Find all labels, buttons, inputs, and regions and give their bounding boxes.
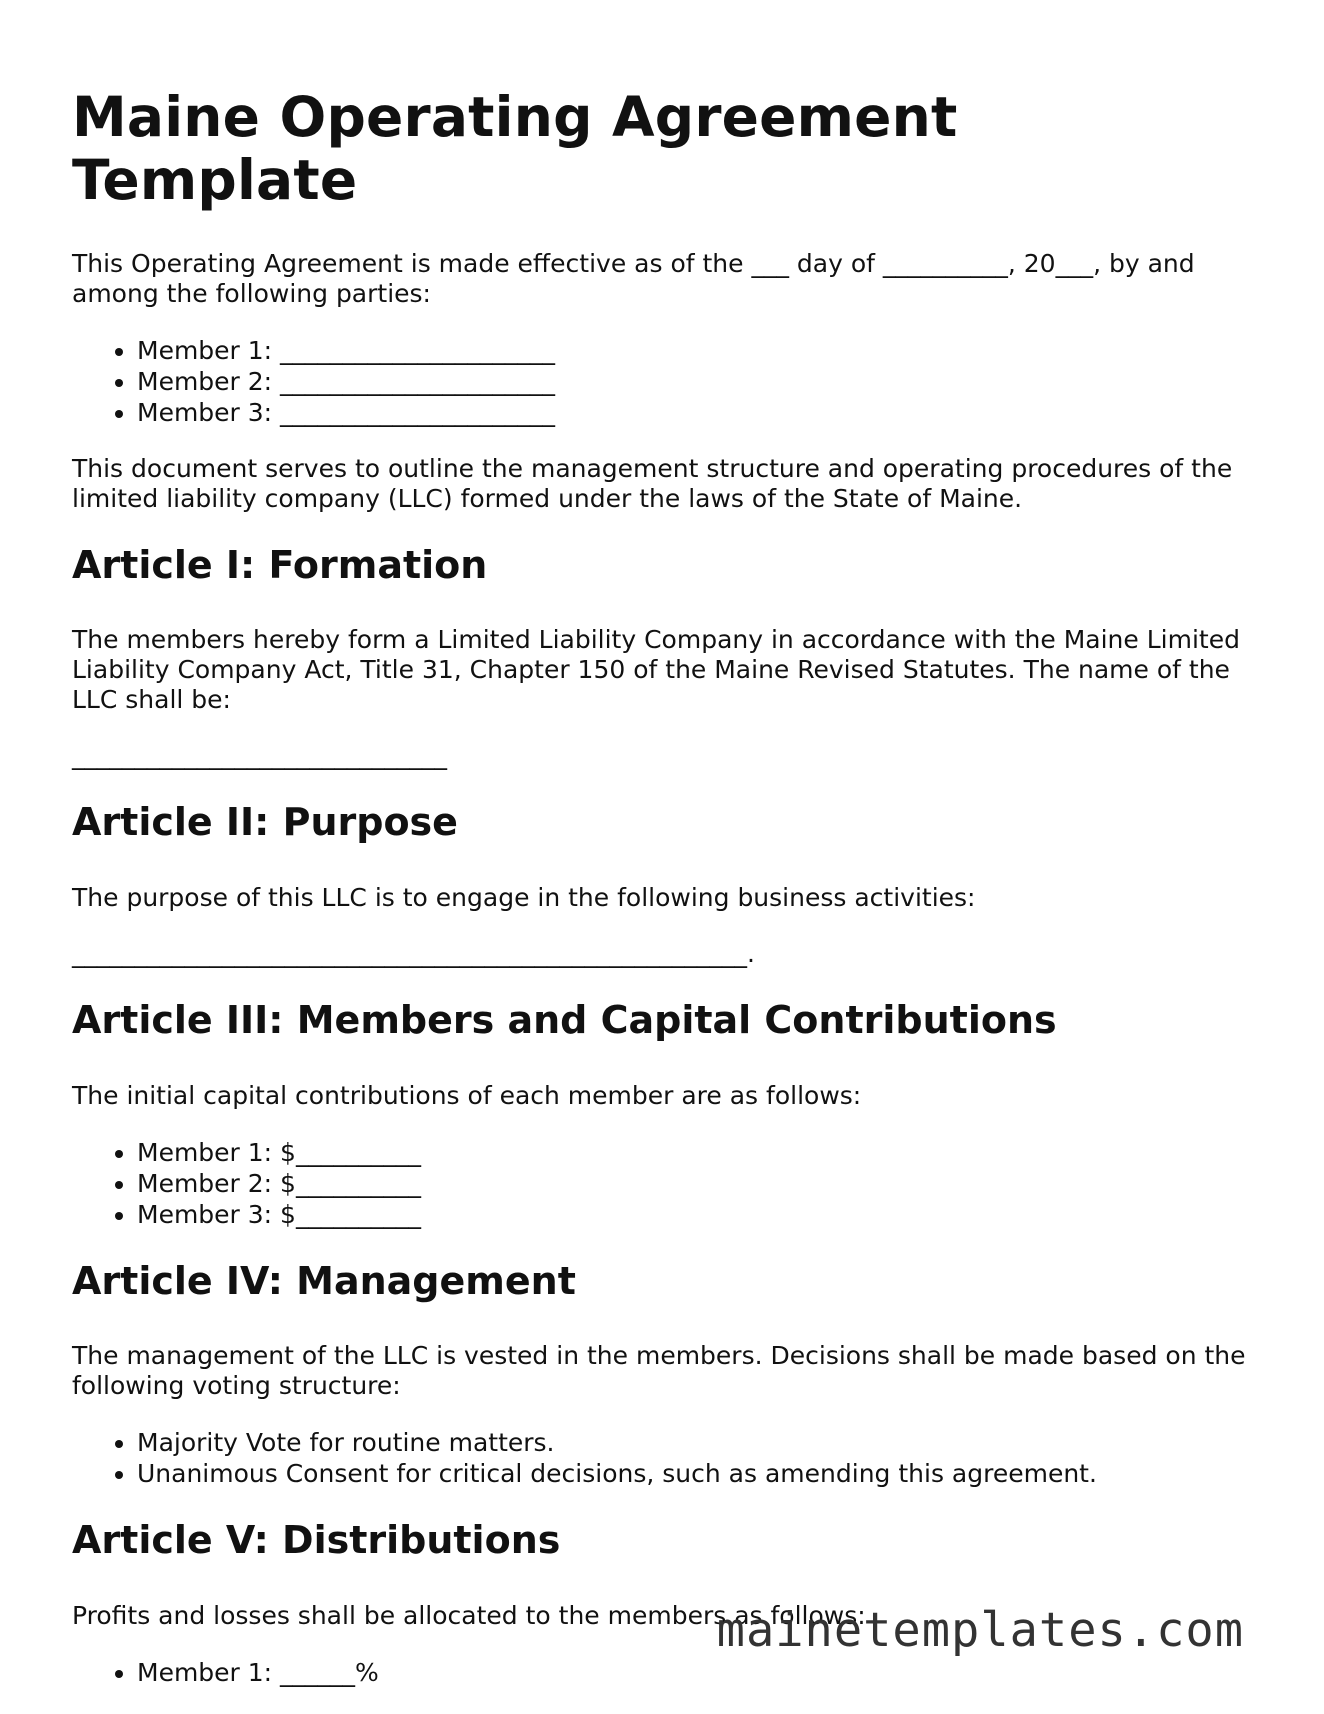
list-item: • Unanimous Consent for critical decisions, such as amending this agreement. [137,1458,1262,1489]
article-text-management: The management of the LLC is vested in the members. Decisions shall be made based on the following voting structure: [72,1341,1246,1401]
site-watermark: mainetemplates.com [716,1603,1244,1658]
page-title: Maine Operating Agreement Template [72,85,958,213]
article-heading-distributions: Article V: Distributions [72,1518,561,1563]
llc-name-blank: ______________________________ [72,741,447,771]
list-item: • Member 2: ______________________ [137,366,1262,397]
document [72,86,1262,1714]
purpose-blank: ______________________________________________________. [72,938,755,968]
article-heading-management: Article IV: Management [72,1258,576,1303]
list-item: • Member 1: ______________________ [137,335,1262,366]
list-item: • Member 3: ______________________ [137,397,1262,428]
article-heading-purpose: Article II: Purpose [72,800,458,845]
purpose-statement: This document serves to outline the management structure and operating procedures of the limited liability company (LLC) formed under the laws of the State of Maine. [72,453,1233,513]
contributions-list [72,1137,1262,1230]
article-text-distributions: Profits and losses shall be allocated to the members as follows: [72,1600,866,1630]
article-heading-formation: Article I: Formation [72,542,488,587]
list-item: • Member 3: $__________ [137,1199,1262,1230]
list-item: • Member 1: ______% [137,1657,1262,1688]
article-text-formation: The members hereby form a Limited Liability Company in accordance with the Maine Limited Liability Company Act, Title 31, Chapter 150 of the Maine Revised Statutes. The name of the LLC shall be: [72,625,1240,715]
article-heading-members: Article III: Members and Capital Contributions [72,997,1057,1042]
distributions-list [72,1657,1262,1688]
list-item: • Member 2: $__________ [137,1168,1262,1199]
list-item: • Member 1: $__________ [137,1137,1262,1168]
intro-paragraph: This Operating Agreement is made effective as of the ___ day of __________, 20___, by and among the following parties: [72,248,1195,308]
article-text-purpose: The purpose of this LLC is to engage in the following business activities: [72,882,976,912]
article-text-members: The initial capital contributions of each member are as follows: [72,1080,862,1110]
list-item: • Majority Vote for routine matters. [137,1427,1262,1458]
parties-list [72,335,1262,428]
voting-list [72,1427,1262,1489]
